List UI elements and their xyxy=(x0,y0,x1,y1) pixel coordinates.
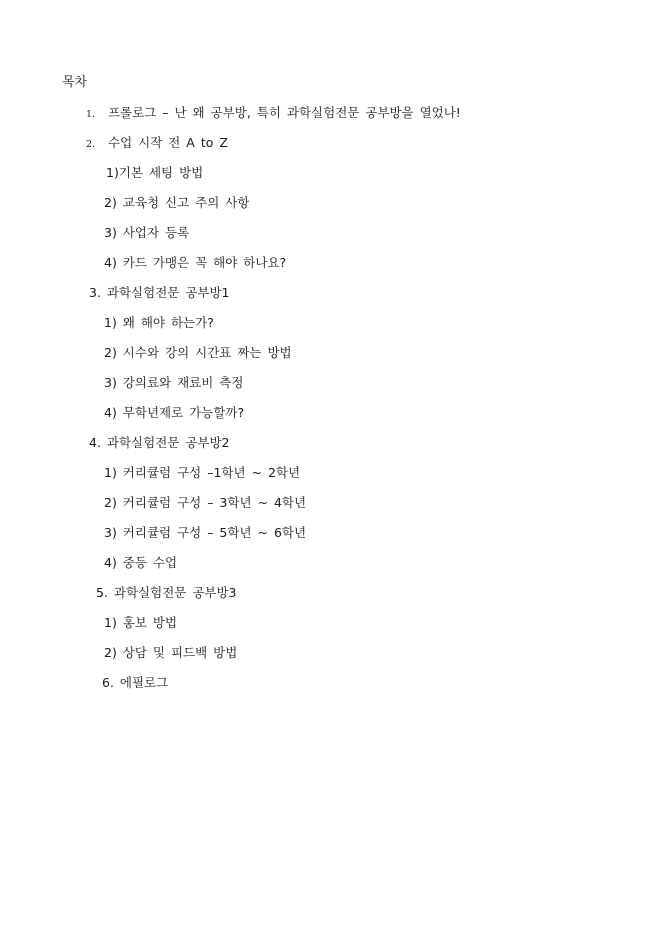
toc-chapter-2 xyxy=(86,134,228,154)
toc-subitem: 3) 커리큘럼 구성 – 5학년 ~ 6학년 xyxy=(104,525,307,540)
toc-subitem: 2) 상담 및 피드백 방법 xyxy=(104,645,238,660)
toc-subitem: 4) 카드 가맹은 꼭 해야 하나요? xyxy=(104,255,287,270)
chapter-title: 프롤로그 – 난 왜 공부방, 특히 과학실험전문 공부방을 열었나! xyxy=(108,105,461,120)
toc-subitem: 3) 강의료와 재료비 측정 xyxy=(104,375,244,390)
toc-chapter-3: 3. 과학실험전문 공부방1 xyxy=(89,285,230,300)
toc-subitem: 4) 무학년제로 가능할까? xyxy=(104,405,245,420)
toc-subitem: 4) 중등 수업 xyxy=(104,555,178,570)
toc-subitem: 1) 홍보 방법 xyxy=(104,615,178,630)
toc-subitem: 2) 시수와 강의 시간표 짜는 방법 xyxy=(104,345,292,360)
toc-subitem: 3) 사업자 등록 xyxy=(104,225,190,240)
toc-subitem: 2) 교육청 신고 주의 사항 xyxy=(104,195,250,210)
chapter-title: 수업 시작 전 A to Z xyxy=(108,135,228,150)
chapter-number: 1. xyxy=(86,109,96,120)
toc-subitem: 1) 커리큘럼 구성 –1학년 ~ 2학년 xyxy=(104,465,301,480)
toc-chapter-4: 4. 과학실험전문 공부방2 xyxy=(89,435,230,450)
toc-subitem: 1)기본 세팅 방법 xyxy=(106,165,204,180)
toc-title: 목차 xyxy=(62,75,88,90)
toc-chapter-6: 6. 에필로그 xyxy=(102,675,169,690)
toc-chapter-5: 5. 과학실험전문 공부방3 xyxy=(96,585,237,600)
toc-subitem: 2) 커리큘럼 구성 – 3학년 ~ 4학년 xyxy=(104,495,307,510)
toc-chapter-1 xyxy=(86,104,461,124)
chapter-number: 2. xyxy=(86,139,96,150)
toc-subitem: 1) 왜 해야 하는가? xyxy=(104,315,214,330)
